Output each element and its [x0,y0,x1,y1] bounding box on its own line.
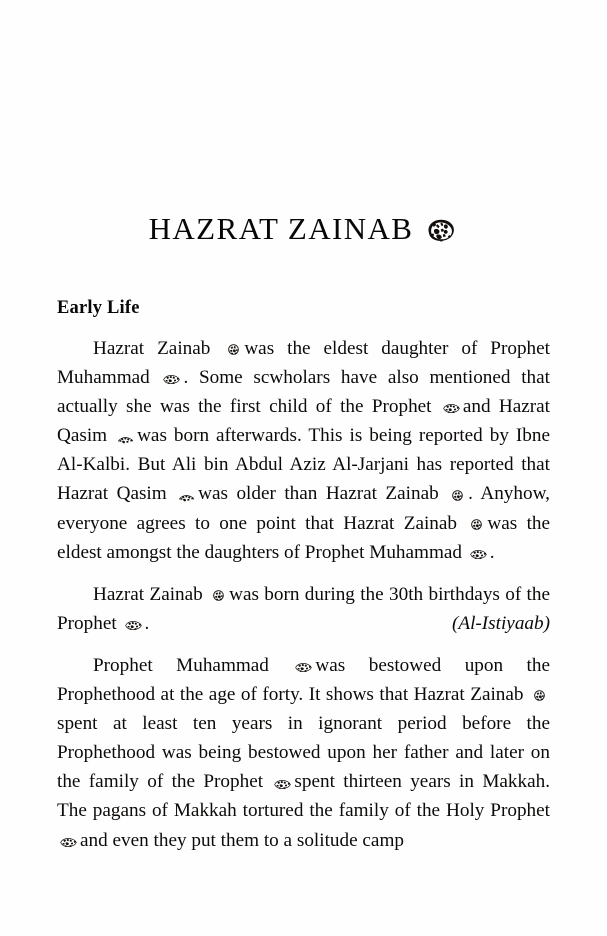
p1-seg-1: was the eldest daughter of Prophet Muhammad [57,338,550,389]
radiy-allahu-anha-calligraphy-icon [424,213,458,247]
p1-seg-5: was older than Hazrat Zainab [198,483,448,505]
sall-allahu-alayhi-wa-sallam-icon [469,546,488,562]
radiy-allahu-anha-icon [210,587,227,604]
radiy-allahu-anha-icon [531,687,548,704]
paragraph-3 [57,651,550,855]
radiy-allahu-anhu-icon [177,490,196,504]
sall-allahu-alayhi-wa-sallam-icon [162,371,181,387]
sall-allahu-alayhi-wa-sallam-icon [273,776,292,792]
p3-seg-3: spent thirteen years in Makkah. The pagans of Makkah tortured the family of the Holy Prophet [57,771,550,822]
p2-seg-1: was born during the 30th birthdays of the Prophet [57,583,550,634]
p1-seg-3: and Hazrat Qasim [57,396,550,447]
p3-seg-0: Prophet Muhammad [93,654,293,676]
citation-source: (Al-Istiyaab) [451,612,550,634]
page-title-block [0,210,607,248]
p1-seg-2: . Some scwholars have also mentioned that actually she was the first child of the Prophet [57,367,550,418]
paragraph-2 [57,580,550,638]
radiy-allahu-anha-icon [225,341,242,358]
p3-seg-2: spent at least ten years in ignorant period before the Prophethood was being bestowed upon her father and later on the family of the Prophet [57,713,550,793]
text-column [57,296,550,855]
section-heading: Early Life [57,298,140,318]
p1-seg-8: . [489,541,495,563]
p1-seg-0: Hazrat Zainab [93,338,224,359]
p1-seg-7: was the eldest amongst the daughters of Prophet Muhammad [57,512,551,563]
paragraph-1 [57,334,550,567]
radiy-allahu-anha-icon [449,487,466,504]
p2-seg-0: Hazrat Zainab [93,583,209,605]
p1-seg-6: . Anyhow, everyone agrees to one point that Hazrat Zainab [57,483,550,534]
p1-seg-4: was born afterwards. This is being reported by Ibne Al-Kalbi. But Ali bin Abdul Aziz Al-Jarjani has reported that Hazrat Qasim [57,425,550,505]
sall-allahu-alayhi-wa-sallam-icon [442,400,461,416]
sall-allahu-alayhi-wa-sallam-icon [294,659,313,675]
sall-allahu-alayhi-wa-sallam-icon [124,617,143,633]
page-title: HAZRAT ZAINAB [148,211,414,246]
radiy-allahu-anha-icon [468,516,485,533]
radiy-allahu-anhu-icon [116,432,135,446]
p3-seg-1: was bestowed upon the Prophethood at the age of forty. It shows that Hazrat Zainab [57,654,551,706]
p2-seg-2: . [144,612,150,634]
p3-seg-4: and even they put them to a solitude camp [80,829,404,851]
sall-allahu-alayhi-wa-sallam-icon [59,834,78,850]
